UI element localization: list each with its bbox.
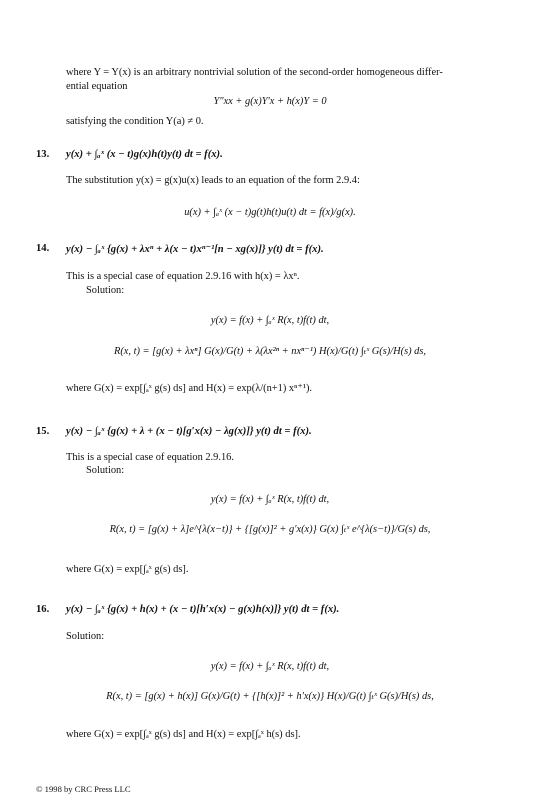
eq16-number: 16. <box>36 604 50 615</box>
eq16-solution-1: y(x) = f(x) + ∫ₐˣ R(x, t)f(t) dt, <box>210 661 330 672</box>
eq14-number: 14. <box>36 243 50 254</box>
eq14-where: where G(x) = exp[∫ₐˣ g(s) ds] and H(x) = exp(λ/(n+1) xⁿ⁺¹). <box>66 383 313 394</box>
intro-line-1: where Y = Y(x) is an arbitrary nontrivial solution of the second-order homogeneous differ- <box>66 67 443 78</box>
footer-copyright: © 1998 by CRC Press LLC <box>36 784 131 794</box>
eq16-solution-2: R(x, t) = [g(x) + h(x)] G(x)/G(t) + {[h(x)]² + h′x(x)} H(x)/G(t) ∫ₜˣ G(s)/H(s) ds, <box>106 691 434 702</box>
eq14-solution-1: y(x) = f(x) + ∫ₐˣ R(x, t)f(t) dt, <box>210 315 330 326</box>
eq16-equation: y(x) − ∫ₐˣ {g(x) + h(x) + (x − t)[h′x(x) − g(x)h(x)]} y(t) dt = f(x). <box>66 604 340 615</box>
eq13-number: 13. <box>36 149 50 160</box>
eq14-solution-2: R(x, t) = [g(x) + λxⁿ] G(x)/G(t) + λ(λx²ⁿ + nxⁿ⁻¹) H(x)/G(t) ∫ₜˣ G(s)/H(s) ds, <box>113 346 427 357</box>
eq15-number: 15. <box>36 426 50 437</box>
eq14-solution-label: Solution: <box>86 285 125 296</box>
intro-ode: Y″xx + g(x)Y′x + h(x)Y = 0 <box>213 96 327 107</box>
intro-condition: satisfying the condition Y(a) ≠ 0. <box>66 116 204 127</box>
eq15-equation: y(x) − ∫ₐˣ {g(x) + λ + (x − t)[g′x(x) − λg(x)]} y(t) dt = f(x). <box>66 426 312 437</box>
eq16-solution-label: Solution: <box>66 631 105 642</box>
eq16-where: where G(x) = exp[∫ₐˣ g(s) ds] and H(x) = exp[∫ₐˣ h(s) ds]. <box>66 729 301 740</box>
eq15-solution-2: R(x, t) = [g(x) + λ]e^{λ(x−t)} + {[g(x)]² + g′x(x)} G(x) ∫ₜˣ e^{λ(s−t)}/G(s) ds, <box>109 524 431 535</box>
eq13-text: The substitution y(x) = g(x)u(x) leads to an equation of the form 2.9.4: <box>66 175 360 186</box>
eq15-where: where G(x) = exp[∫ₐˣ g(s) ds]. <box>66 564 189 575</box>
eq15-text: This is a special case of equation 2.9.16. <box>66 452 234 463</box>
eq13-equation: y(x) + ∫ₐˣ (x − t)g(x)h(t)y(t) dt = f(x). <box>66 149 223 160</box>
intro-line-2: ential equation <box>66 81 128 92</box>
eq13-formula: u(x) + ∫ₐˣ (x − t)g(t)h(t)u(t) dt = f(x)/g(x). <box>184 207 356 218</box>
eq14-text: This is a special case of equation 2.9.16 with h(x) = λxⁿ. <box>66 271 300 282</box>
eq14-equation: y(x) − ∫ₐˣ {g(x) + λxⁿ + λ(x − t)xⁿ⁻¹[n − xg(x)]} y(t) dt = f(x). <box>66 244 324 255</box>
eq15-solution-label: Solution: <box>86 465 125 476</box>
eq15-solution-1: y(x) = f(x) + ∫ₐˣ R(x, t)f(t) dt, <box>210 494 330 505</box>
